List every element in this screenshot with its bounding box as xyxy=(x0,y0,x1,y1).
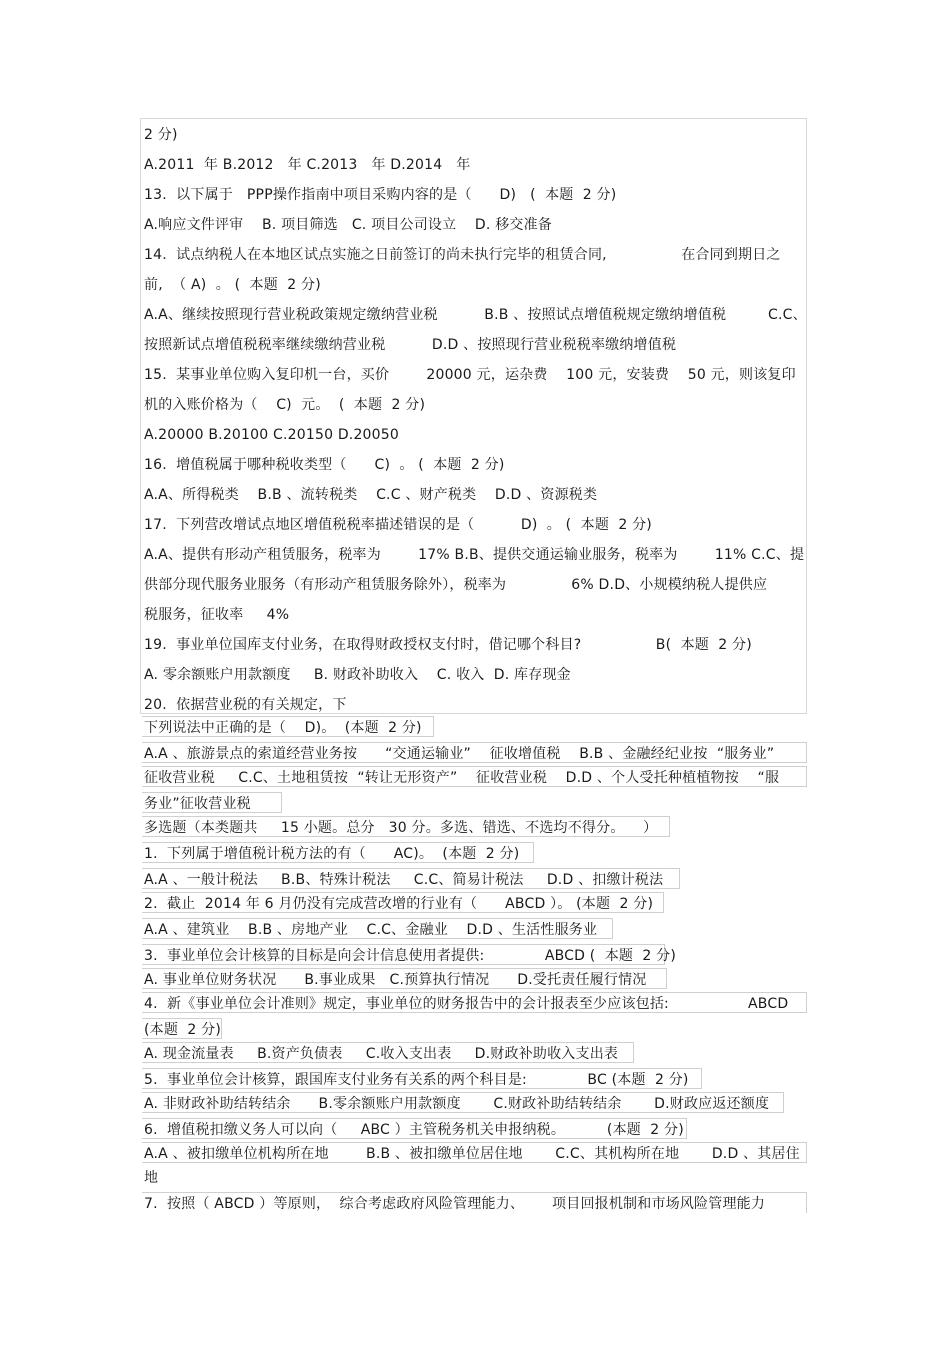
text-line: 7. 按照（ ABCD ）等原则， 综合考虑政府风险管理能力、 项目回报机制和市场风险管理能力 xyxy=(144,1196,766,1212)
text-line: A. 零余额账户用款额度 B. 财政补助收入 C. 收入 D. 库存现金 xyxy=(144,667,571,683)
text-line: 13. 以下属于 PPP操作指南中项目采购内容的是（ D) ( 本题 2 分) xyxy=(144,187,617,203)
text-line: 征收营业税 C.C、土地租赁按 “转让无形资产” 征收营业税 D.D 、个人受托种植植物按 “服 xyxy=(144,770,780,786)
text-line: 2. 截止 2014 年 6 月仍没有完成营改增的行业有（ ABCD ）。 (本题 2 分) xyxy=(144,896,654,912)
text-line: A.A 、建筑业 B.B 、房地产业 C.C、金融业 D.D 、生活性服务业 xyxy=(144,922,598,938)
text-line: 务业”征收营业税 xyxy=(144,796,251,812)
text-line: 税服务，征收率 4% xyxy=(144,607,290,623)
text-line: 19. 事业单位国库支付业务，在取得财政授权支付时，借记哪个科目? B( 本题 2 分) xyxy=(144,637,752,653)
text-line: 按照新试点增值税税率继续缴纳营业税 D.D 、按照现行营业税税率缴纳增值税 xyxy=(144,337,677,353)
text-line: 2 分) xyxy=(144,127,178,143)
text-line: A.A 、旅游景点的索道经营业务按 “交通运输业” 征收增值税 B.B 、金融经纪业按 “服务业” xyxy=(144,746,775,762)
text-line: A. 现金流量表 B.资产负债表 C.收入支出表 D.财政补助收入支出表 xyxy=(144,1046,619,1062)
text-line: A.A、提供有形动产租赁服务，税率为 17% B.B、提供交通运输业服务，税率为 11% C.C、提 xyxy=(144,547,805,563)
text-line: 3. 事业单位会计核算的目标是向会计信息使用者提供: ABCD ( 本题 2 分) xyxy=(144,948,677,964)
text-line: A. 事业单位财务状况 B.事业成果 C.预算执行情况 D.受托责任履行情况 xyxy=(144,972,647,988)
text-line: 6. 增值税扣缴义务人可以向（ ABC ）主管税务机关申报纳税。 (本题 2 分) xyxy=(144,1122,684,1138)
text-line: 15. 某事业单位购入复印机一台，买价 20000 元，运杂费 100 元，安装费 50 元，则该复印 xyxy=(144,367,796,383)
text-line: 20. 依据营业税的有关规定，下 xyxy=(144,697,347,713)
text-line: A.20000 B.20100 C.20150 D.20050 xyxy=(144,427,399,443)
text-line: 5. 事业单位会计核算，跟国库支付业务有关系的两个科目是: BC (本题 2 分) xyxy=(144,1072,689,1088)
text-line: (本题 2 分) xyxy=(144,1022,221,1038)
text-line: 前, （ A) 。 ( 本题 2 分) xyxy=(144,277,321,293)
text-line: 机的入账价格为（ C) 元。 ( 本题 2 分) xyxy=(144,397,426,413)
text-line: 17. 下列营改增试点地区增值税税率描述错误的是（ D) 。 ( 本题 2 分) xyxy=(144,517,652,533)
text-line: 14. 试点纳税人在本地区试点实施之日前签订的尚未执行完毕的租赁合同, 在合同到期日之 xyxy=(144,247,781,263)
text-line: 地 xyxy=(144,1170,159,1186)
text-line: A.A、继续按照现行营业税政策规定缴纳营业税 B.B 、按照试点增值税规定缴纳增值税 C.C、 xyxy=(144,307,807,323)
text-line: A.A 、被扣缴单位机构所在地 B.B 、被扣缴单位居住地 C.C、其机构所在地 D.D 、其居住 xyxy=(144,1146,800,1162)
text-line: A.A 、一般计税法 B.B、特殊计税法 C.C、简易计税法 D.D 、扣缴计税法 xyxy=(144,872,664,888)
text-line: A.A、所得税类 B.B 、流转税类 C.C 、财产税类 D.D 、资源税类 xyxy=(144,487,598,503)
text-line: A.2011 年 B.2012 年 C.2013 年 D.2014 年 xyxy=(144,157,471,173)
text-line: 多选题（本类题共 15 小题。总分 30 分。多选、错选、不选均不得分。 ） xyxy=(144,820,658,836)
text-line: A.响应文件评审 B. 项目筛选 C. 项目公司设立 D. 移交准备 xyxy=(144,217,552,233)
text-line: A. 非财政补助结转结余 B.零余额账户用款额度 C.财政补助结转结余 D.财政应返还额度 xyxy=(144,1096,770,1112)
text-line: 16. 增值税属于哪种税收类型（ C) 。 ( 本题 2 分) xyxy=(144,457,505,473)
text-line: 供部分现代服务业服务（有形动产租赁服务除外），税率为 6% D.D、小规模纳税人提供应 xyxy=(144,577,768,593)
text-line: 1. 下列属于增值税计税方法的有（ AC)。 (本题 2 分) xyxy=(144,846,520,862)
text-line: 4. 新《事业单位会计准则》规定，事业单位的财务报告中的会计报表至少应该包括: ABCD xyxy=(144,996,789,1012)
text-line: 下列说法中正确的是（ D)。 (本题 2 分) xyxy=(144,720,422,736)
